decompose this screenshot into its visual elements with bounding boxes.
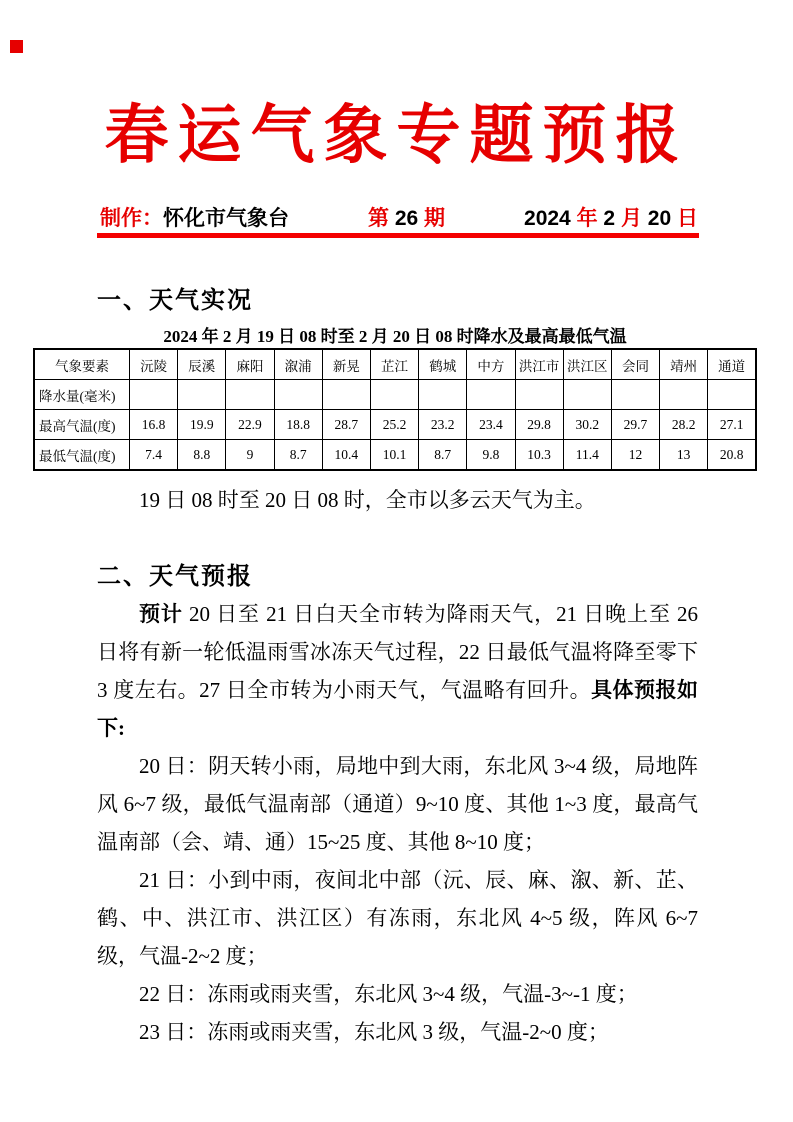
- producer-name: 怀化市气象台: [163, 207, 289, 230]
- table-value-cell: 18.8: [274, 410, 322, 440]
- doc-title: 春运气象专题预报: [104, 100, 689, 171]
- table-value-cell: 8.8: [178, 440, 226, 471]
- row-label-cell: 最低气温(度): [34, 440, 130, 471]
- table-value-cell: 29.8: [515, 410, 563, 440]
- table-header-cell: 溆浦: [274, 349, 322, 380]
- forecast-block: [97, 595, 698, 1051]
- table-value-cell: [419, 380, 467, 410]
- table-header-cell: 芷江: [370, 349, 418, 380]
- table-value-cell: [226, 380, 274, 410]
- table-header-cell: 洪江市: [515, 349, 563, 380]
- table-value-cell: 23.2: [419, 410, 467, 440]
- table-value-cell: 10.4: [322, 440, 370, 471]
- forecast-intro-body: 20 日至 21 日白天全市转为降雨天气，21 日晚上至 26 日将有新一轮低温雨雪冰冻天气过程，22 日最低气温将降至零下 3 度左右。27 日全市转为小雨天气，气温略有回升。: [97, 602, 699, 702]
- meta-line: [100, 202, 698, 232]
- table-value-cell: 8.7: [419, 440, 467, 471]
- table-value-cell: 10.3: [515, 440, 563, 471]
- table-value-cell: [178, 380, 226, 410]
- row-label-cell: 降水量(毫米): [34, 380, 130, 410]
- table-header-cell: 沅陵: [130, 349, 178, 380]
- producer-field: [100, 202, 289, 232]
- table-value-cell: 8.7: [274, 440, 322, 471]
- table-value-cell: 11.4: [563, 440, 611, 471]
- row-label-cell: 最高气温(度): [34, 410, 130, 440]
- issue-number: 26: [394, 207, 419, 230]
- table-value-cell: [515, 380, 563, 410]
- table-header-cell: 中方: [467, 349, 515, 380]
- table-value-cell: 9.8: [467, 440, 515, 471]
- table-header-cell: 靖州: [660, 349, 708, 380]
- table-value-cell: [130, 380, 178, 410]
- table-value-cell: 28.7: [322, 410, 370, 440]
- table-value-cell: [563, 380, 611, 410]
- table-row: [34, 410, 756, 440]
- section-1-heading: 一、天气实况: [97, 287, 253, 314]
- table-value-cell: 22.9: [226, 410, 274, 440]
- table-value-cell: 10.1: [370, 440, 418, 471]
- table-value-cell: [370, 380, 418, 410]
- table-value-cell: [708, 380, 756, 410]
- table-value-cell: 27.1: [708, 410, 756, 440]
- forecast-intro-paragraph: [97, 595, 698, 747]
- table-row: [34, 380, 756, 410]
- table-header-cell: 会同: [611, 349, 659, 380]
- table-header-cell: 麻阳: [226, 349, 274, 380]
- table-value-cell: [274, 380, 322, 410]
- table-header-cell: 气象要素: [34, 349, 130, 380]
- table-value-cell: [322, 380, 370, 410]
- table-value-cell: 19.9: [178, 410, 226, 440]
- forecast-day-22: 22 日：冻雨或雨夹雪，东北风 3~4 级，气温-3~-1 度；: [139, 982, 638, 1006]
- table-value-cell: 25.2: [370, 410, 418, 440]
- forecast-day-23: 23 日：冻雨或雨夹雪，东北风 3 级，气温-2~0 度；: [139, 1020, 609, 1044]
- table-value-cell: 16.8: [130, 410, 178, 440]
- table-value-cell: [467, 380, 515, 410]
- table-value-cell: 23.4: [467, 410, 515, 440]
- table-header-row: [34, 349, 756, 380]
- issue-suffix: 期: [424, 207, 446, 230]
- table-value-cell: 29.7: [611, 410, 659, 440]
- table-value-cell: [611, 380, 659, 410]
- red-corner-mark: [10, 40, 23, 53]
- section-2-heading: 二、天气预报: [97, 563, 253, 590]
- table-value-cell: 7.4: [130, 440, 178, 471]
- table-value-cell: 13: [660, 440, 708, 471]
- producer-label: 制作：: [100, 207, 163, 230]
- table-value-cell: 9: [226, 440, 274, 471]
- table-header-cell: 洪江区: [563, 349, 611, 380]
- table-header-cell: 通道: [708, 349, 756, 380]
- table-value-cell: 20.8: [708, 440, 756, 471]
- table-row: [34, 440, 756, 471]
- issue-prefix: 第: [367, 207, 389, 230]
- table-value-cell: 12: [611, 440, 659, 471]
- table-value-cell: 30.2: [563, 410, 611, 440]
- forecast-intro-tail: 具体预报如下:: [97, 678, 699, 740]
- weather-table-caption: 2024 年 2 月 19 日 08 时至 2 月 20 日 08 时降水及最高最低气温: [163, 327, 627, 346]
- table-header-cell: 辰溪: [178, 349, 226, 380]
- weather-summary: 19 日 08 时至 20 日 08 时，全市以多云天气为主。: [139, 488, 596, 512]
- weather-table: [33, 348, 757, 471]
- forecast-day-21: 21 日：小到中雨，夜间北中部（沅、辰、麻、溆、新、芷、鹤、中、洪江市、洪江区）有冻雨，东北风 4~5 级，阵风 6~7 级，气温-2~2 度；: [97, 868, 698, 968]
- issue-field: [368, 202, 445, 232]
- forecast-intro-lead: 预计: [139, 602, 183, 626]
- table-value-cell: [660, 380, 708, 410]
- forecast-day-20: 20 日：阴天转小雨，局地中到大雨，东北风 3~4 级，局地阵风 6~7 级，最低气温南部（通道）9~10 度、其他 1~3 度，最高气温南部（会、靖、通）15~25 度、其他 8~10 度；: [97, 754, 698, 854]
- table-header-cell: 鹤城: [419, 349, 467, 380]
- date-field: 2024 年 2 月 20 日: [524, 207, 698, 230]
- table-value-cell: 28.2: [660, 410, 708, 440]
- table-header-cell: 新晃: [322, 349, 370, 380]
- red-divider-rule: [97, 233, 699, 238]
